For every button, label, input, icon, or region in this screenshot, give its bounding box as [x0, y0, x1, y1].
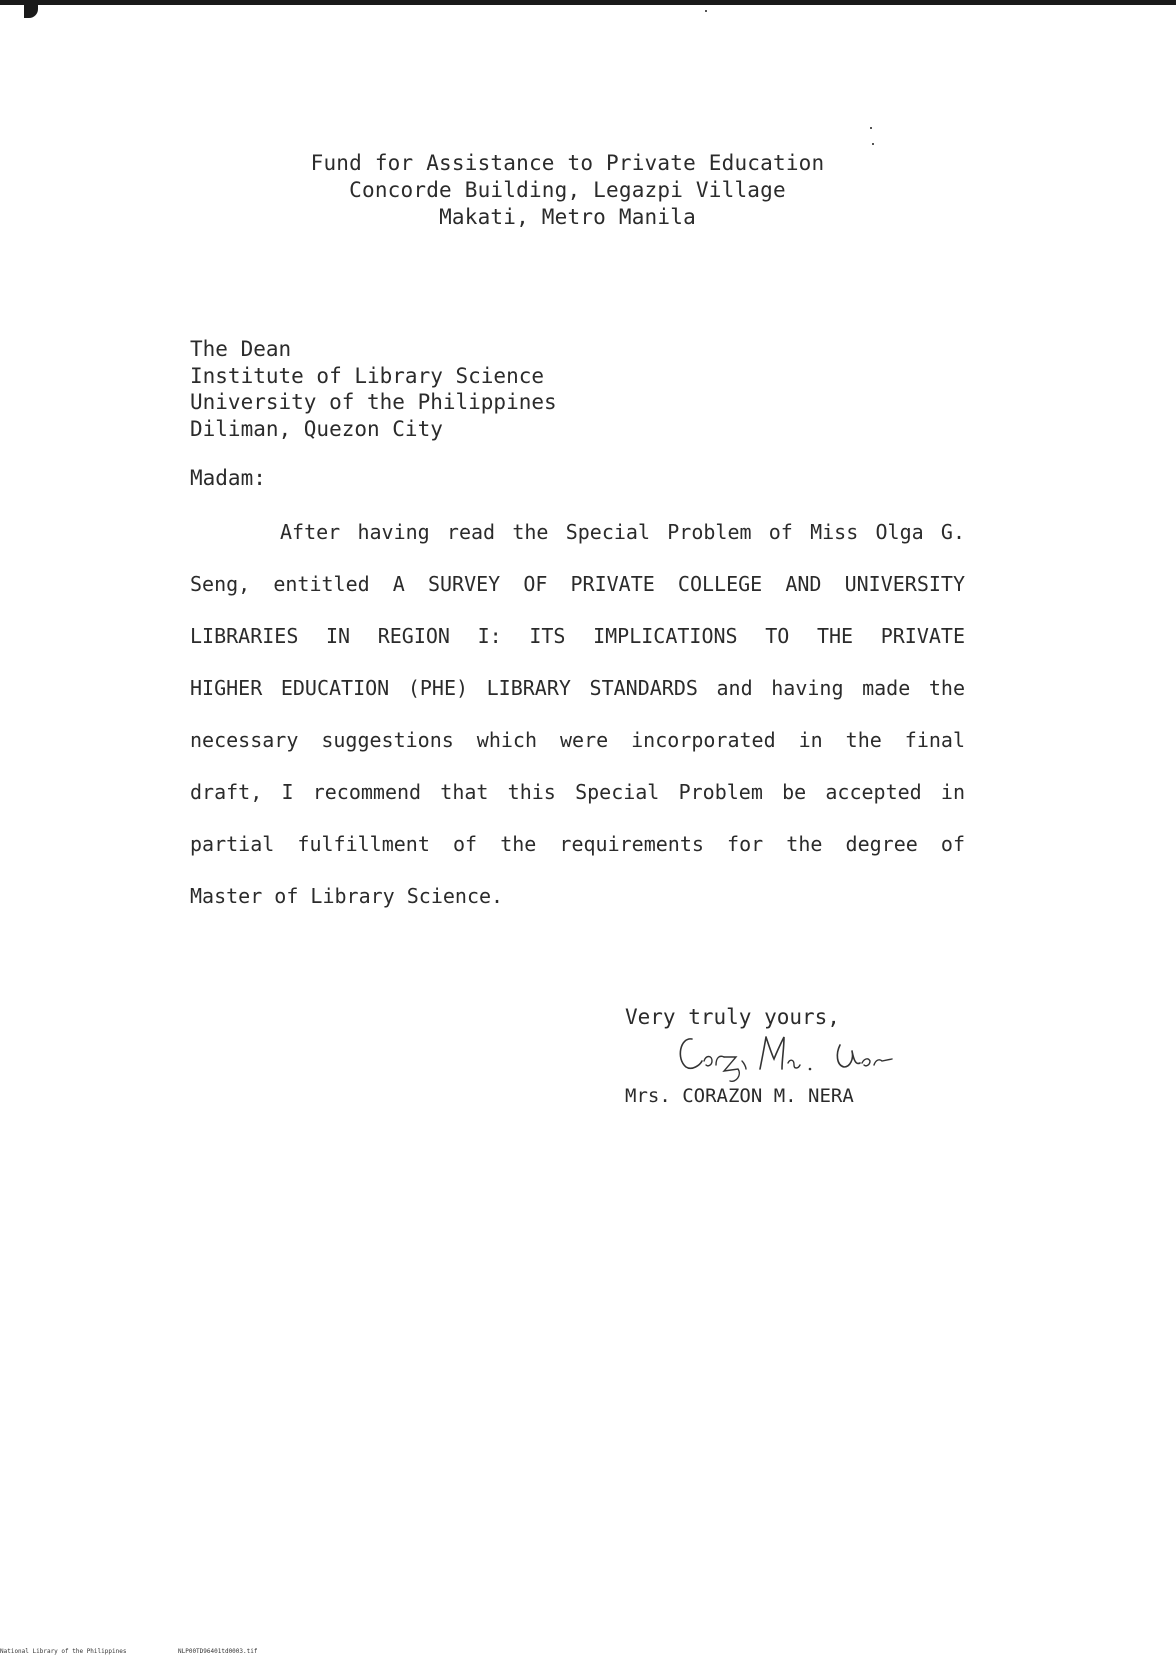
- letterhead: [200, 150, 935, 231]
- scan-corner-mark: [24, 5, 38, 18]
- scan-top-edge: [0, 0, 1176, 5]
- recipient-university: University of the Philippines: [190, 390, 557, 414]
- closing: Very truly yours,: [625, 1005, 840, 1029]
- body-line: LIBRARIES IN REGION I: ITS IMPLICATIONS TO THE PRIVATE: [190, 624, 965, 648]
- body-line: partial fulfillment of the requirements for the degree of: [190, 832, 965, 856]
- recipient-location: Diliman, Quezon City: [190, 416, 443, 441]
- body-line: HIGHER EDUCATION (PHE) LIBRARY STANDARDS and having made the: [190, 676, 965, 700]
- letterhead-building: Concorde Building, Legazpi Village: [349, 178, 786, 202]
- body-line: necessary suggestions which were incorporated in the final: [190, 728, 965, 752]
- body-line: Seng, entitled A SURVEY OF PRIVATE COLLEGE AND UNIVERSITY: [190, 572, 965, 596]
- recipient-institute: Institute of Library Science: [190, 363, 545, 388]
- footer-file-name: NLP00TD96401td0003.tif: [178, 1648, 258, 1655]
- footer-library-name: National Library of the Philippines: [0, 1648, 127, 1655]
- letterhead-organization: Fund for Assistance to Private Education: [310, 151, 825, 175]
- body-line: draft, I recommend that this Special Problem be accepted in: [190, 780, 965, 804]
- signatory-name: Mrs. CORAZON M. NERA: [625, 1085, 854, 1107]
- body-line: Master of Library Science.: [190, 884, 504, 908]
- body-line: After having read the Special Problem of Miss Olga G.: [280, 520, 965, 544]
- scan-speck: [870, 127, 872, 129]
- recipient-title: The Dean: [190, 337, 292, 361]
- letterhead-city: Makati, Metro Manila: [439, 205, 696, 229]
- salutation: Madam:: [190, 466, 266, 490]
- recipient-address: [190, 336, 557, 442]
- scan-speck: [872, 143, 874, 145]
- handwritten-signature: [670, 1025, 920, 1085]
- scan-speck: [705, 10, 707, 12]
